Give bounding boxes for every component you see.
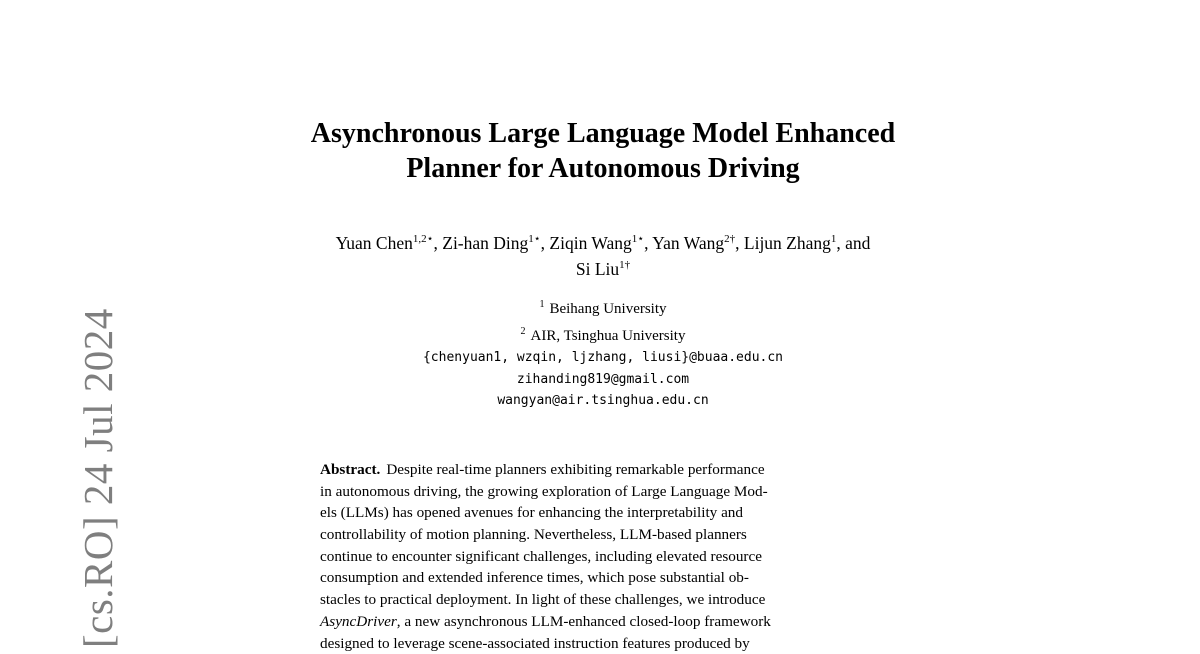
arxiv-sidebar — [24, 318, 74, 648]
email: {chenyuan1, wzqin, ljzhang, liusi}@buaa.edu.cn — [300, 347, 906, 369]
email: wangyan@air.tsinghua.edu.cn — [300, 390, 906, 412]
author: Yan Wang$^{2\dagger}$, — [652, 233, 744, 253]
abstract-line: designed to leverage scene-associated instruction features produced by — [320, 633, 888, 654]
abstract-line: Abstract. Despite real-time planners exhibiting remarkable performance — [320, 459, 888, 481]
affiliation: $^2$ AIR, Tsinghua University — [300, 321, 906, 348]
author: Si Liu$^{1\dagger}$ — [576, 259, 630, 279]
abstract-line: controllability of motion planning. Nevertheless, LLM-based planners — [320, 524, 888, 546]
abstract-line: in autonomous driving, the growing exploration of Large Language Mod- — [320, 481, 888, 503]
author: Yuan Chen$^{1,2⋆}$, — [336, 233, 443, 253]
affiliation: $^1$ Beihang University — [300, 294, 906, 321]
abstract-line: els (LLMs) has opened avenues for enhancing the interpretability and — [320, 502, 888, 524]
author-list — [255, 228, 951, 280]
title-line-2: Planner for Autonomous Driving — [406, 153, 799, 184]
abstract-line: stacles to practical deployment. In light of these challenges, we introduce — [320, 589, 888, 611]
title-line-1: Asynchronous Large Language Model Enhanced — [311, 118, 895, 149]
abstract-label: Abstract. — [320, 461, 380, 478]
author: Zi-han Ding$^{1⋆}$, — [442, 233, 549, 253]
author: Lijun Zhang$^1$, and — [744, 233, 871, 253]
paper-title — [250, 116, 956, 186]
abstract-line: consumption and extended inference times, which pose substantial ob- — [320, 567, 888, 589]
abstract-line: continue to encounter significant challenges, including elevated resource — [320, 546, 888, 568]
author: Ziqin Wang$^{1⋆}$, — [549, 233, 652, 253]
email: zihanding819@gmail.com — [300, 369, 906, 391]
affiliations — [300, 294, 906, 412]
abstract — [320, 459, 888, 654]
abstract-line: AsyncDriver, a new asynchronous LLM-enhanced closed-loop framework — [320, 611, 888, 633]
arxiv-stamp: [cs.RO] 24 Jul 2024 — [74, 318, 122, 648]
